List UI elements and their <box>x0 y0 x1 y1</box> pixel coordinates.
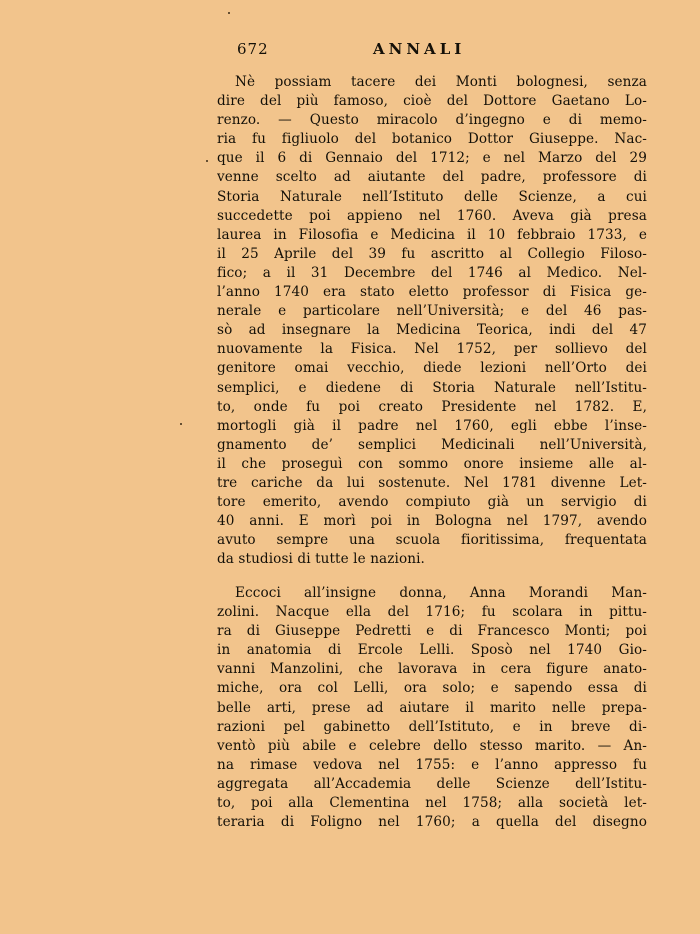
text-line: gnamento de’ semplici Medicinali nell’Università, <box>217 436 647 453</box>
text-line: miche, ora col Lelli, ora solo; e sapendo essa di <box>217 680 647 697</box>
text-line: ventò più abile e celebre dello stesso marito. — An- <box>217 737 647 754</box>
text-line: Nè possiam tacere dei Monti bolognesi, senza <box>235 74 647 90</box>
text-line: mortogli già il padre nel 1760, egli ebbe l’inse- <box>217 417 647 434</box>
text-line: ra di Giuseppe Pedretti e di Francesco Monti; poi <box>217 623 647 640</box>
text-line: succedette poi appieno nel 1760. Aveva già presa <box>217 207 647 224</box>
text-line: renzo. — Questo miracolo d’ingegno e di memo- <box>217 112 647 129</box>
text-line: laurea in Filosofia e Medicina il 10 febbraio 1733, e <box>217 226 647 243</box>
paragraph-lorenzo-monti <box>217 73 647 569</box>
text-line: vanni Manzolini, che lavorava in cera figure anato- <box>217 661 647 678</box>
text-line: avuto sempre una scuola fioritissima, frequentata <box>217 532 647 549</box>
text-line: venne scelto ad aiutante del padre, professore di <box>217 169 647 186</box>
paper-speck <box>228 12 230 14</box>
text-line: belle arti, prese ad aiutare il marito nelle prepa- <box>217 699 647 716</box>
text-line: il 25 Aprile del 39 fu ascritto al Collegio Filoso- <box>217 245 647 262</box>
text-line: sò ad insegnare la Medicina Teorica, indi del 47 <box>217 322 647 339</box>
text-line: fico; a il 31 Decembre del 1746 al Medico. Nel- <box>217 264 647 281</box>
text-line: 40 anni. E morì poi in Bologna nel 1797, avendo <box>217 513 647 530</box>
paper-speck <box>206 160 208 162</box>
text-line: aggregata all’Accademia delle Scienze dell’Istitu- <box>217 775 647 792</box>
page-number: 672 <box>237 40 269 58</box>
text-line: nerale e particolare nell’Università; e del 46 pas- <box>217 303 647 320</box>
text-line: razioni pel gabinetto dell’Istituto, e in breve di- <box>217 718 647 735</box>
text-line: genitore omai vecchio, diede lezioni nell’Orto dei <box>217 360 647 377</box>
text-line: Eccoci all’insigne donna, Anna Morandi Man- <box>235 585 647 601</box>
text-line: tre cariche da lui sostenute. Nel 1781 divenne Let- <box>217 474 647 491</box>
page-header <box>237 40 647 60</box>
paragraph-anna-morandi <box>217 584 647 832</box>
text-line: ria fu figliuolo del botanico Dottor Giuseppe. Nac- <box>217 131 647 148</box>
text-line: in anatomia di Ercole Lelli. Sposò nel 1740 Gio- <box>217 642 647 659</box>
text-line: Storia Naturale nell’Istituto delle Scienze, a cui <box>217 188 647 205</box>
text-line: il che proseguì con sommo onore insieme alle al- <box>217 455 647 472</box>
text-line: to, onde fu poi creato Presidente nel 1782. E, <box>217 398 647 415</box>
text-line: da studiosi di tutte le nazioni. <box>217 551 425 568</box>
text-line: que il 6 di Gennaio del 1712; e nel Marzo del 29 <box>217 150 647 167</box>
text-line: to, poi alla Clementina nel 1758; alla società let- <box>217 795 647 812</box>
text-line: tore emerito, avendo compiuto già un servigio di <box>217 494 647 511</box>
text-line: teraria di Foligno nel 1760; a quella del disegno <box>217 814 647 831</box>
text-line: dire del più famoso, cioè del Dottore Gaetano Lo- <box>217 93 647 110</box>
paper-speck <box>180 423 182 425</box>
text-line: zolini. Nacque ella del 1716; fu scolara in pittu- <box>217 604 647 621</box>
running-title: ANNALI <box>373 40 466 58</box>
text-line: nuovamente la Fisica. Nel 1752, per sollievo del <box>217 341 647 358</box>
text-line: na rimase vedova nel 1755: e l’anno appresso fu <box>217 756 647 773</box>
text-line: l’anno 1740 era stato eletto professor di Fisica ge- <box>217 284 647 301</box>
text-line: semplici, e diedene di Storia Naturale nell’Istitu- <box>217 379 647 396</box>
